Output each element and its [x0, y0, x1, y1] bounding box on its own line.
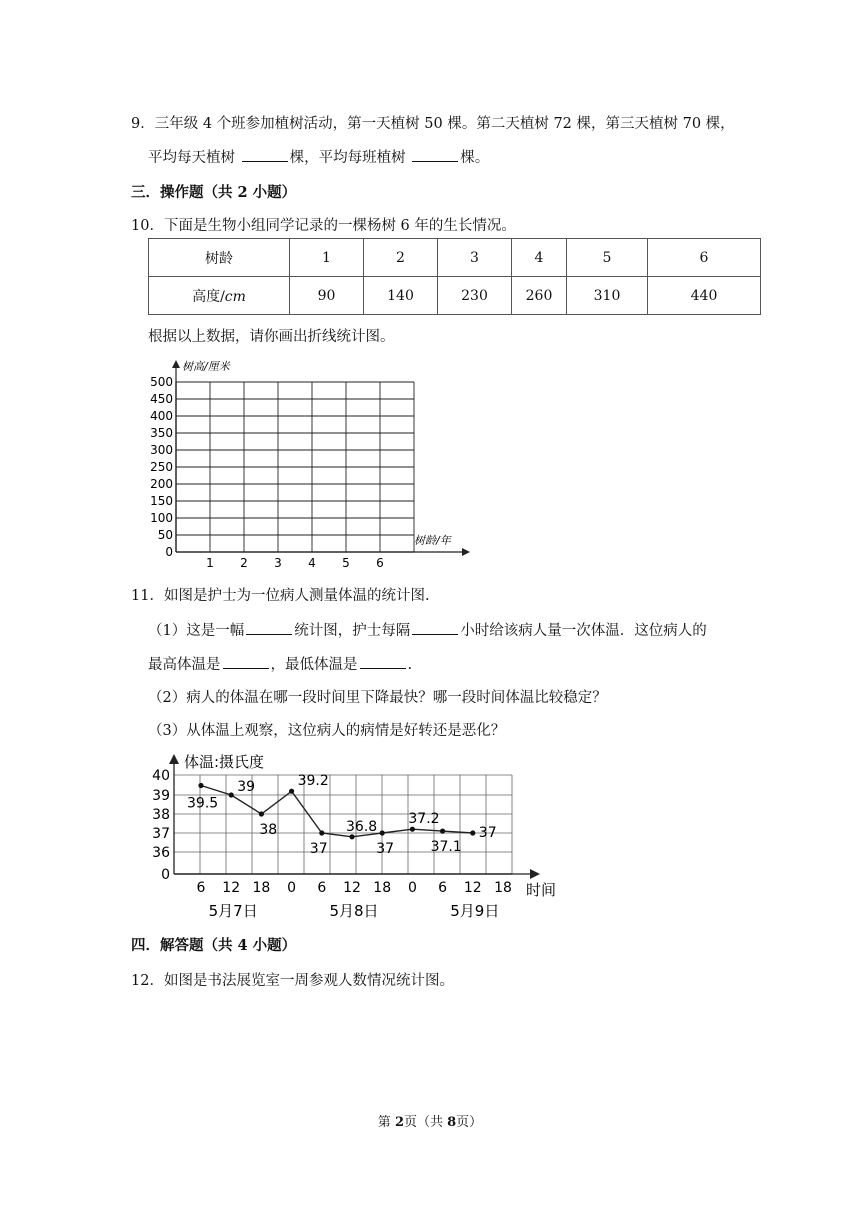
x-axis-title: 树龄/年	[414, 534, 451, 547]
age-cell: 6	[648, 239, 761, 277]
q11-part3: （3）从体温上观察，这位病人的病情是好转还是恶化？	[148, 723, 506, 739]
height-cell: 230	[438, 277, 512, 315]
x-tick-label: 12	[222, 880, 241, 896]
age-cell: 2	[364, 239, 438, 277]
x-tick-label: 12	[343, 880, 361, 896]
y-tick-label: 300	[150, 443, 173, 457]
y-tick-label: 40	[152, 768, 170, 784]
table-row	[149, 239, 761, 277]
y-tick-label: 36	[152, 845, 170, 861]
height-cell: 260	[512, 277, 567, 315]
answer-blank[interactable]	[412, 149, 458, 162]
answer-blank[interactable]	[223, 656, 269, 669]
data-label: 37	[309, 841, 328, 857]
footer-text: 第	[377, 1115, 395, 1130]
section-3-heading: 三．操作题（共 2 小题）	[131, 184, 297, 201]
y-tick-label: 400	[150, 409, 173, 423]
q11-text: ，最低体温是	[270, 657, 358, 673]
date-label: 5月8日	[329, 902, 379, 920]
row-label-age: 树龄	[149, 239, 290, 277]
temperature-line-chart	[140, 744, 580, 924]
date-label: 5月9日	[450, 902, 500, 920]
y-tick-label: 37	[152, 826, 170, 842]
x-tick-label: 5	[342, 556, 350, 570]
data-point	[470, 830, 475, 835]
y-tick-label: 38	[152, 807, 170, 823]
data-point	[410, 827, 415, 832]
data-label: 37	[478, 825, 497, 841]
x-axis-arrow	[462, 548, 470, 556]
q11-part1-line1	[148, 619, 707, 640]
q9-line2	[148, 146, 489, 167]
q11-part1-line2	[148, 653, 412, 674]
y-tick-label: 450	[150, 392, 173, 406]
height-cell: 140	[364, 277, 438, 315]
data-point	[198, 783, 203, 788]
height-cell: 310	[567, 277, 648, 315]
y-tick-label: 150	[150, 494, 173, 508]
row-label-height	[149, 277, 290, 315]
table-row	[149, 277, 761, 315]
answer-blank[interactable]	[242, 149, 288, 162]
y-tick-label: 50	[157, 528, 173, 542]
x-tick-label: 6	[196, 880, 206, 896]
x-axis-arrow	[530, 869, 540, 879]
y-tick-label: 100	[150, 511, 173, 525]
age-cell: 3	[438, 239, 512, 277]
page-number: 2	[394, 1115, 404, 1130]
data-point	[349, 834, 354, 839]
age-cell: 1	[290, 239, 364, 277]
q11-text: （1）这是一幅	[148, 623, 245, 639]
q11-text: .	[407, 657, 413, 673]
growth-table	[148, 238, 761, 315]
data-label: 38	[259, 822, 278, 838]
height-cell: 90	[290, 277, 364, 315]
y-tick-label: 0	[165, 545, 173, 559]
date-label: 5月7日	[208, 902, 258, 920]
q9-text-a: 平均每天植树	[148, 150, 240, 166]
q11-text: 最高体温是	[148, 657, 221, 673]
q11-text: 统计图，护士每隔	[294, 623, 411, 639]
x-tick-label: 12	[463, 880, 482, 896]
age-cell: 5	[567, 239, 648, 277]
page-footer	[0, 1111, 860, 1130]
x-tick-label: 6	[376, 556, 384, 570]
q11-part2: （2）病人的体温在哪一段时间里下降最快？哪一段时间体温比较稳定？	[148, 690, 607, 706]
height-label: 高度/	[192, 288, 225, 305]
x-tick-label: 4	[308, 556, 316, 570]
footer-text: 页（共	[403, 1115, 448, 1130]
q11-intro: 11．如图是护士为一位病人测量体温的统计图.	[131, 588, 430, 604]
q12-text: 12．如图是书法展览室一周参观人数情况统计图。	[131, 973, 454, 989]
q10-intro: 10．下面是生物小组同学记录的一棵杨树 6 年的生长情况。	[131, 218, 516, 234]
y-axis-arrow	[172, 360, 180, 368]
data-label: 39.2	[297, 773, 329, 790]
y-tick-label: 350	[150, 426, 173, 440]
data-point	[380, 830, 385, 835]
section-4-heading: 四．解答题（共 4 小题）	[131, 937, 297, 954]
y-axis-arrow	[169, 754, 179, 764]
x-tick-label: 18	[252, 880, 271, 896]
x-tick-label: 0	[407, 880, 417, 896]
page-total: 8	[447, 1115, 457, 1130]
data-label: 39	[237, 779, 256, 795]
q11-text: 小时给该病人量一次体温．这位病人的	[460, 623, 707, 639]
data-label: 37.1	[430, 839, 462, 856]
y-tick-label: 0	[161, 867, 170, 883]
y-tick-label: 250	[150, 460, 173, 474]
data-label: 37	[376, 841, 395, 857]
y-tick-label: 500	[150, 375, 173, 389]
data-label: 37.2	[408, 811, 440, 828]
x-tick-label: 0	[287, 880, 297, 896]
x-tick-label: 2	[240, 556, 248, 570]
x-axis-title: 时间	[526, 881, 557, 899]
age-cell: 4	[512, 239, 567, 277]
data-point	[440, 829, 445, 834]
answer-blank[interactable]	[360, 656, 406, 669]
answer-blank[interactable]	[246, 622, 292, 635]
x-tick-label: 6	[317, 880, 327, 896]
y-tick-label: 39	[152, 788, 170, 804]
answer-blank[interactable]	[412, 622, 458, 635]
x-tick-label: 18	[373, 880, 392, 896]
data-label: 36.8	[346, 818, 378, 835]
x-tick-label: 18	[494, 880, 512, 896]
q9-text-b: 棵，平均每班植树	[289, 150, 411, 166]
data-point	[229, 792, 234, 797]
data-point	[289, 789, 294, 794]
x-tick-label: 6	[438, 880, 448, 896]
q10-instruction: 根据以上数据，请你画出折线统计图。	[148, 329, 395, 345]
data-point	[319, 830, 324, 835]
x-tick-label: 1	[206, 556, 214, 570]
y-axis-title: 体温:摄氏度	[184, 753, 265, 771]
q9-line1: 9．三年级 4 个班参加植树活动，第一天植树 50 棵。第二天植树 72 棵，第三天植树 70 棵，	[131, 116, 735, 132]
height-cell: 440	[648, 277, 761, 315]
x-tick-label: 3	[274, 556, 282, 570]
y-tick-label: 200	[150, 477, 173, 491]
y-axis-title: 树高/厘米	[182, 360, 230, 373]
data-point	[259, 811, 264, 816]
data-label: 39.5	[187, 795, 219, 812]
tree-height-grid-chart[interactable]	[140, 352, 480, 572]
footer-text: 页）	[456, 1115, 483, 1130]
q9-text-c: 棵。	[460, 150, 490, 166]
height-unit: cm	[224, 288, 246, 305]
